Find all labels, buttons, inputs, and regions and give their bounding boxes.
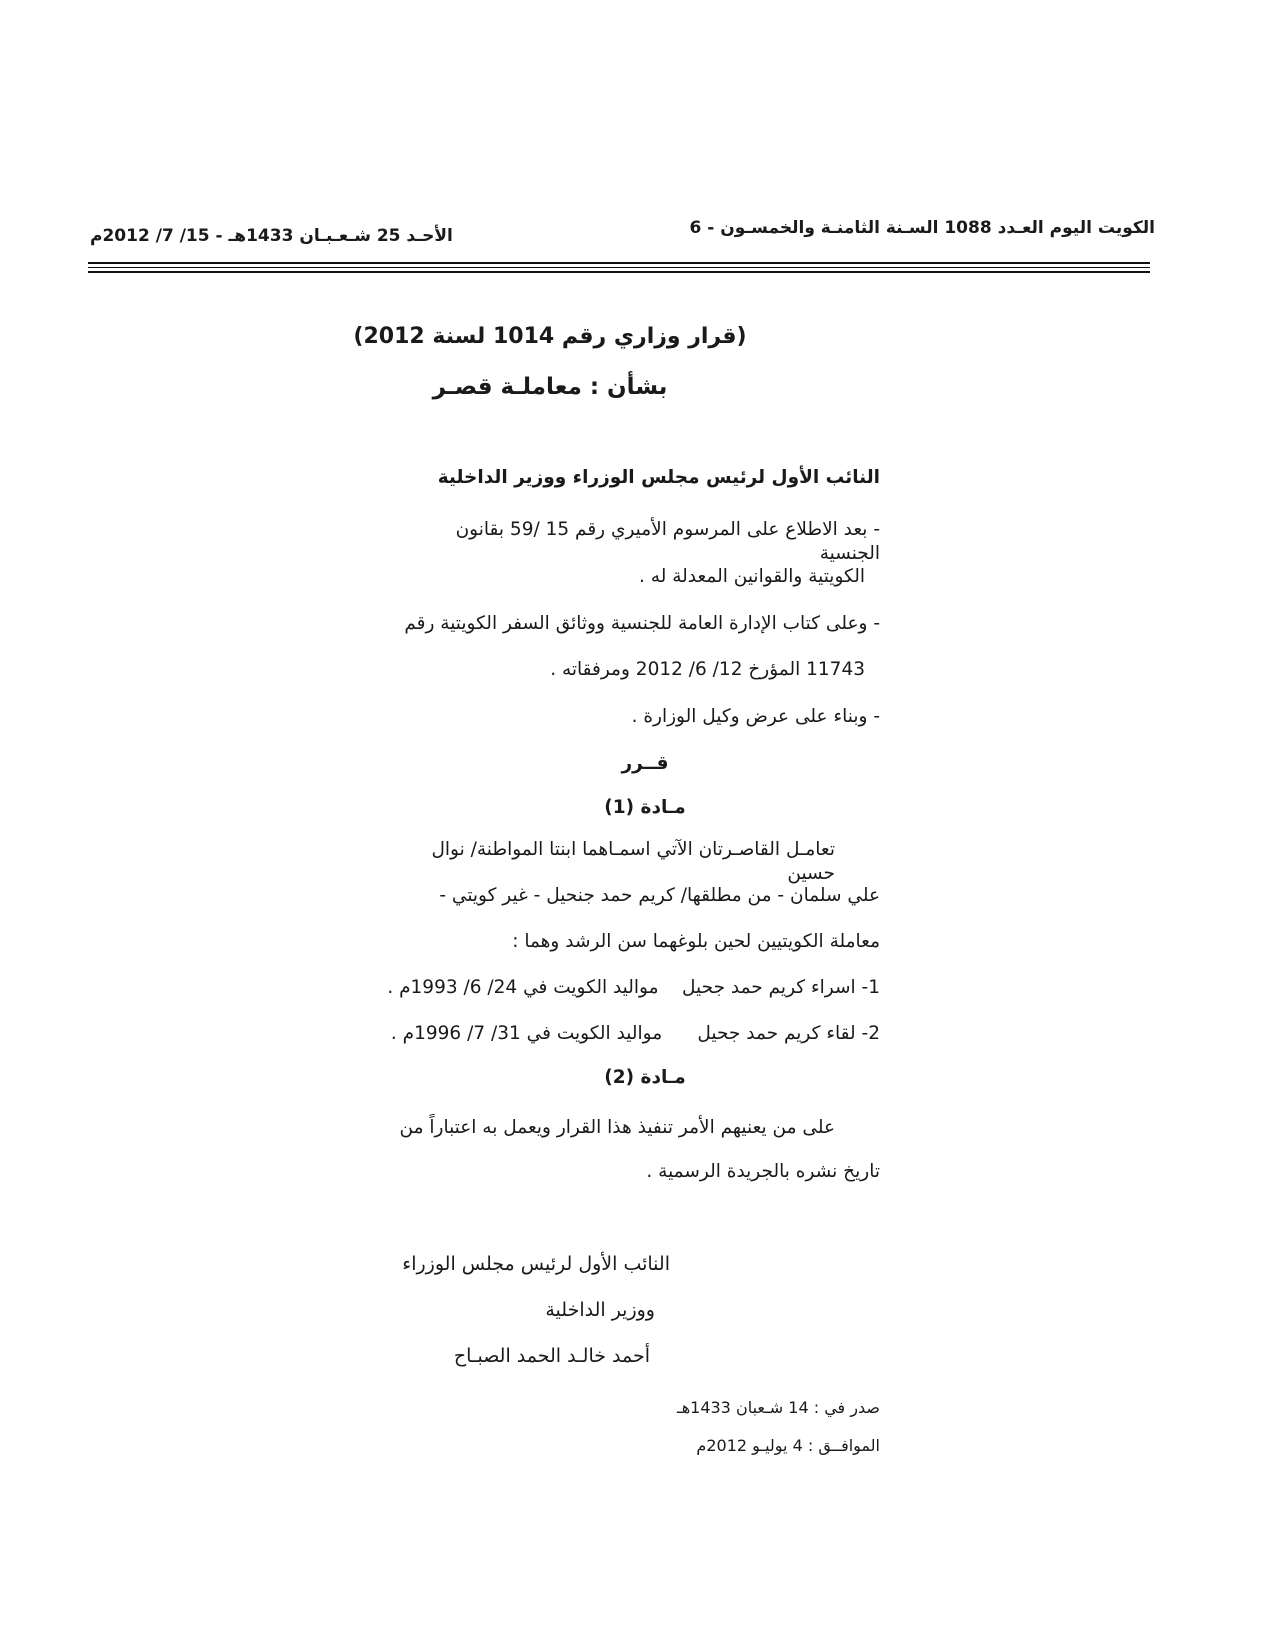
preamble-item-1: - بعد الاطلاع على المرسوم الأميري رقم 15 /59 بقانون الجنسية [455, 519, 880, 565]
preamble-item-2: - وعلى كتاب الإدارة العامة للجنسية ووثائق السفر الكويتية رقم [404, 613, 880, 634]
article-1-entry-2: 2- لقاء كريم حمد جحيل مواليد الكويت في 31/ 7/ 1996م . [390, 1023, 880, 1044]
decided-heading: قــرر [621, 753, 669, 774]
article-1-entry-1: 1- اسراء كريم حمد جحيل مواليد الكويت في 24/ 6/ 1993م . [387, 977, 880, 998]
issuer-heading: النائب الأول لرئيس مجلس الوزراء ووزير الداخلية [437, 467, 880, 488]
signature-title-2: ووزير الداخلية [545, 1299, 655, 1321]
article-1-line-2: علي سلمان - من مطلقها/ كريم حمد جنحيل - غير كويتي - [439, 885, 880, 906]
preamble-item-2-cont: 11743 المؤرخ 12/ 6/ 2012 ومرفقاته . [550, 659, 865, 680]
decision-title: (قرار وزاري رقم 1014 لسنة 2012) [353, 324, 747, 349]
decision-subject: بشأن : معاملـة قصـر [432, 374, 668, 400]
signature-title-1: النائب الأول لرئيس مجلس الوزراء [402, 1253, 670, 1275]
header-publication: الكويت اليوم العـدد 1088 السـنة الثامنـة والخمسـون - 6 [689, 218, 1155, 238]
article-2-line-2: تاريخ نشره بالجريدة الرسمية . [646, 1161, 880, 1182]
article-1-line-1: تعامـل القاصـرتان الآتي اسمـاهما ابنتا المواطنة/ نوال حسين [431, 839, 835, 885]
article-1-heading: مـادة (1) [604, 797, 686, 818]
article-2-line-1: على من يعنيهم الأمر تنفيذ هذا القرار ويعمل به اعتباراً من [399, 1117, 835, 1138]
preamble-item-3: - وبناء على عرض وكيل الوزارة . [631, 706, 880, 727]
article-1-line-3: معاملة الكويتيين لحين بلوغهما سن الرشد وهما : [512, 931, 880, 952]
article-2-heading: مـادة (2) [604, 1067, 686, 1088]
signatory-name: أحمد خالـد الحمد الصبـاح [453, 1345, 650, 1367]
issue-date: صدر في : 14 شـعبان 1433هـ [677, 1398, 880, 1417]
header-divider [88, 262, 1150, 276]
corresponding-date: الموافــق : 4 يوليـو 2012م [696, 1436, 880, 1455]
preamble-item-1-cont: الكويتية والقوانين المعدلة له . [639, 566, 865, 587]
header-date: الأحـد 25 شـعـبـان 1433هـ - 15/ 7/ 2012م [90, 226, 453, 246]
